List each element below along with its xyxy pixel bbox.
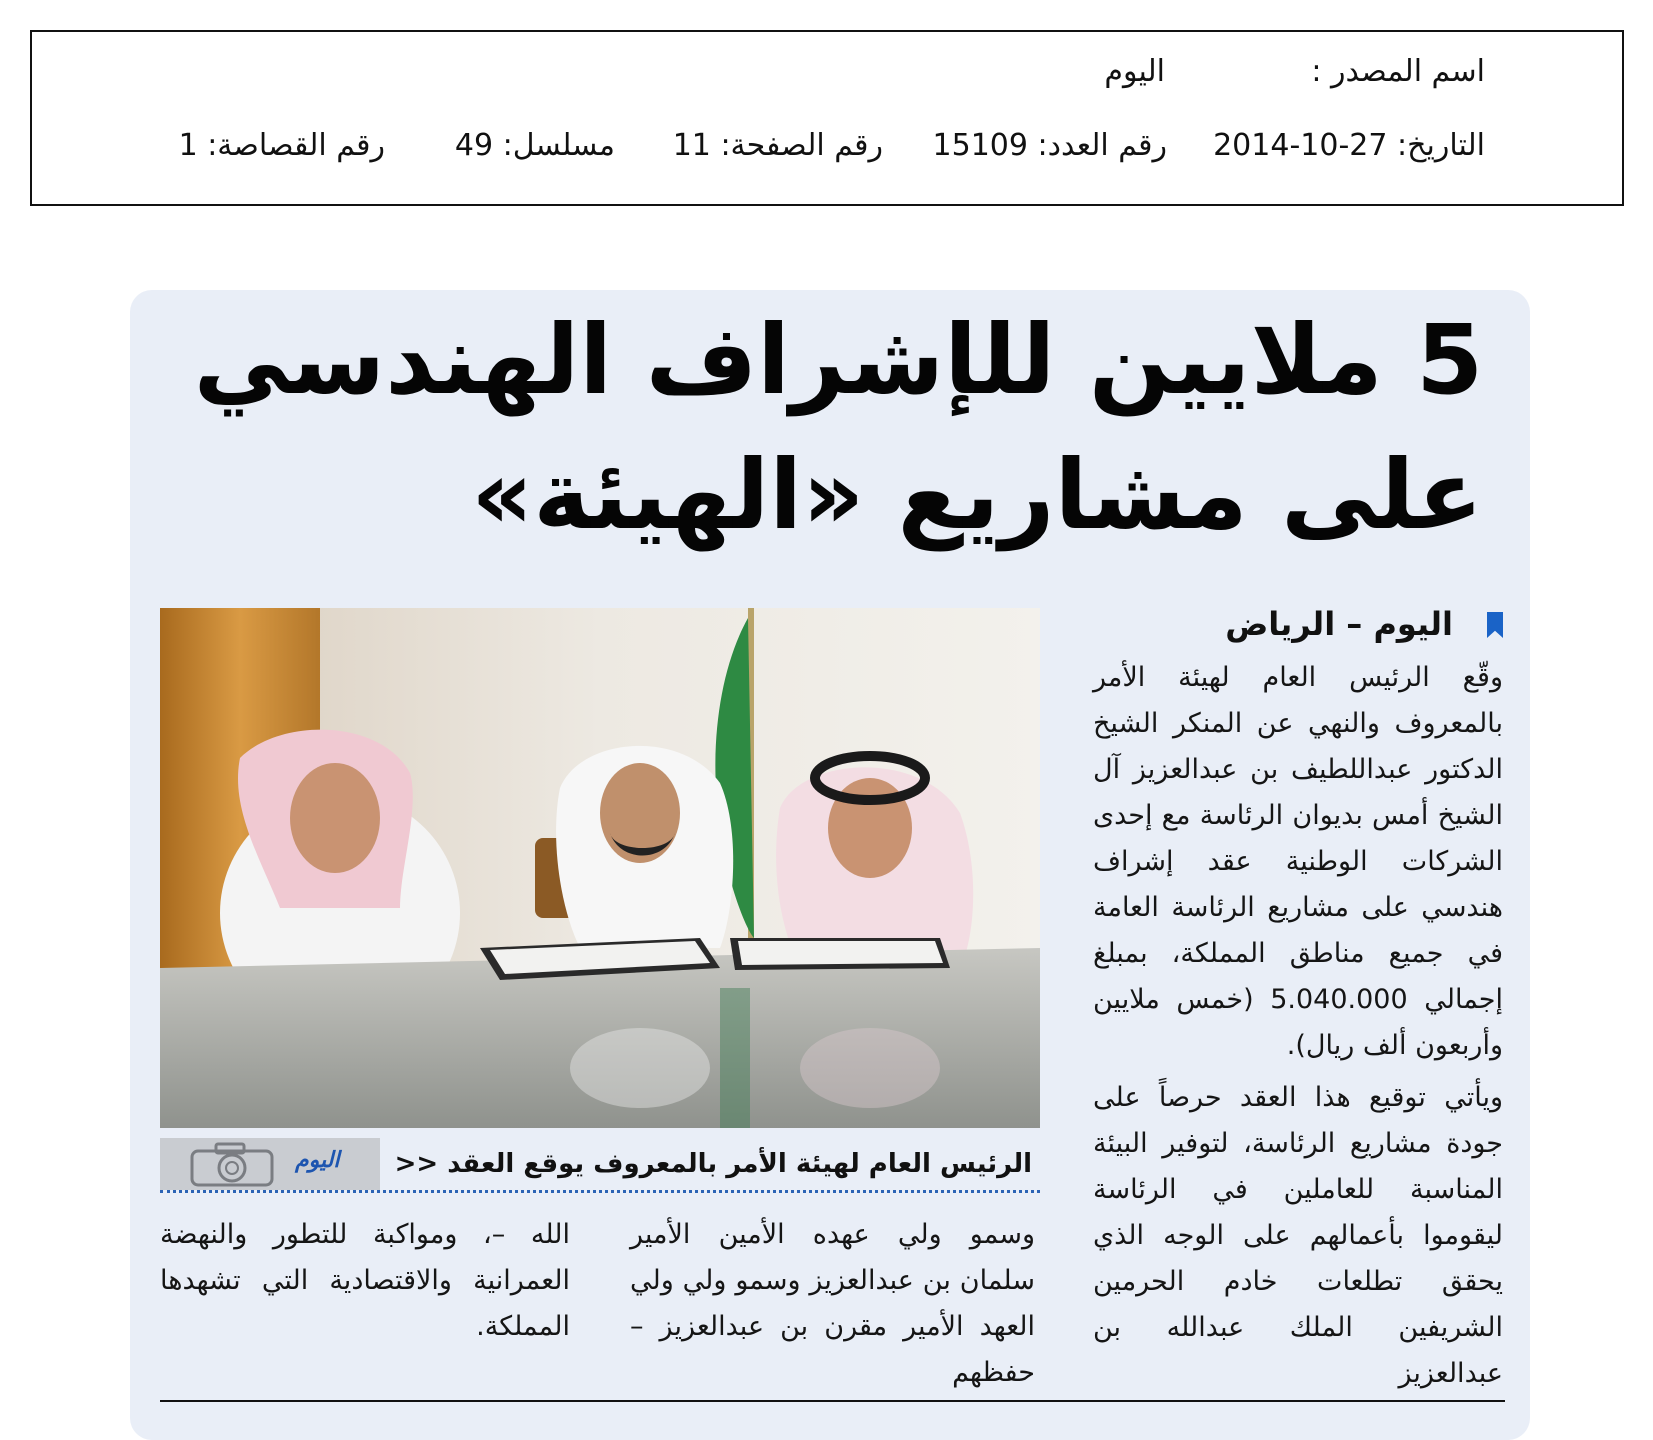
photo-illustration bbox=[160, 608, 1040, 1128]
photo-credit-badge bbox=[160, 1138, 380, 1190]
article-paragraph-3: وسمو ولي عهده الأمين الأمير سلمان بن عبدالعزيز وسمو ولي ولي العهد الأمير مقرن بن عبدالعزيز – حفظهم bbox=[630, 1219, 1035, 1388]
headline-line-1: 5 ملايين للإشراف الهندسي bbox=[193, 304, 1483, 416]
bottom-divider bbox=[160, 1400, 1505, 1402]
article-column-middle bbox=[630, 1212, 1035, 1396]
article-paragraph-1: وقّع الرئيس العام لهيئة الأمر بالمعروف والنهي عن المنكر الشيخ الدكتور عبداللطيف بن عبدالعزيز آل الشيخ أمس بديوان الرئاسة مع إحدى الشركات الوطنية عقد إشراف هندسي على مشاريع الرئاسة العامة في جميع مناطق المملكة، بمبلغ إجمالي 5.040.000 (خمس ملايين وأربعون ألف ريال). bbox=[1093, 662, 1504, 1061]
photo-credit-label: اليوم bbox=[295, 1148, 340, 1173]
source-value: اليوم bbox=[1104, 54, 1165, 89]
camera-icon bbox=[190, 1141, 274, 1187]
headline-line-2: على مشاريع «الهيئة» bbox=[471, 439, 1483, 551]
article-column-right bbox=[1093, 655, 1503, 1397]
date-field: التاريخ: 27-10-2014 bbox=[1213, 128, 1485, 163]
photo-caption-text: الرئيس العام لهيئة الأمر بالمعروف يوقع العقد bbox=[447, 1149, 1032, 1179]
byline: اليوم – الرياض bbox=[1225, 605, 1453, 643]
source-label: اسم المصدر : bbox=[1311, 54, 1485, 89]
serial-field: مسلسل: 49 bbox=[454, 128, 615, 163]
issue-number-field: رقم العدد: 15109 bbox=[932, 128, 1167, 163]
article-column-left bbox=[160, 1212, 570, 1350]
photo-caption bbox=[385, 1144, 1032, 1184]
article-paragraph-4: الله –، ومواكبة للتطور والنهضة العمرانية والاقتصادية التي تشهدها المملكة. bbox=[160, 1219, 570, 1342]
article-paragraph-2: ويأتي توقيع هذا العقد حرصاً على جودة مشاريع الرئاسة، لتوفير البيئة المناسبة للعاملين في الرئاسة ليقوموا بأعمالهم على الوجه الذي يحقق تطلعات خادم الحرمين الشريفين الملك عبدالله بن عبدالعزيز bbox=[1093, 1082, 1503, 1389]
photo-caption-bar bbox=[160, 1138, 1040, 1193]
page-number-field: رقم الصفحة: 11 bbox=[672, 128, 883, 163]
article-photo bbox=[160, 608, 1040, 1128]
caption-chevrons: << bbox=[394, 1149, 439, 1179]
clip-number-field: رقم القصاصة: 1 bbox=[178, 128, 385, 163]
